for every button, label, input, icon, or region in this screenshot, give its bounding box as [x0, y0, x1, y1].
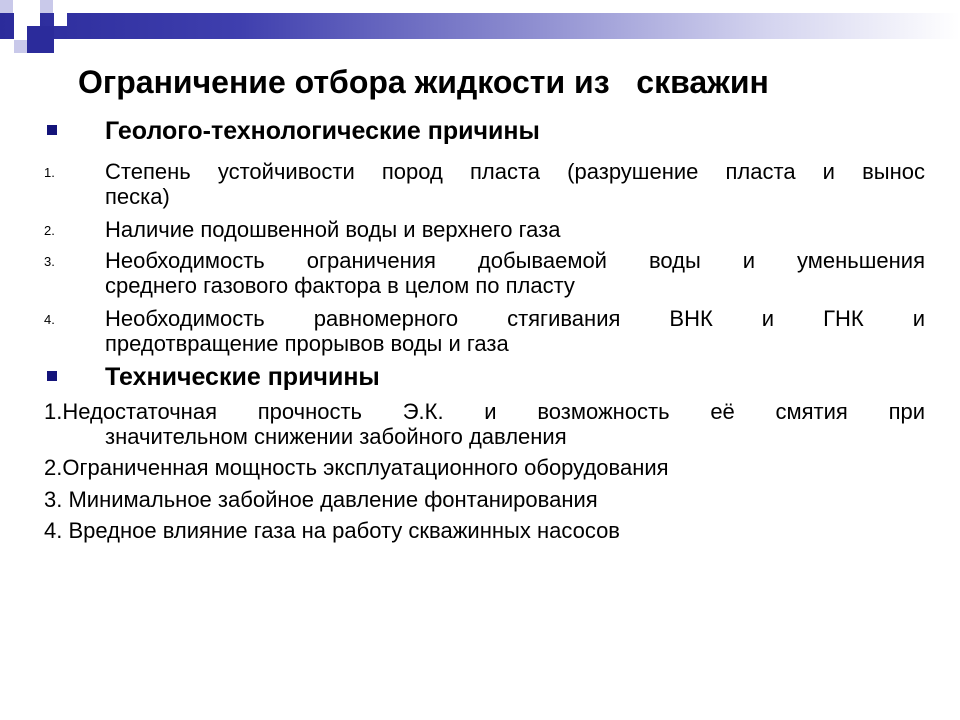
square-bullet-icon [47, 125, 57, 135]
list-item-text: Необходимость ограничения добываемой воды и уменьшения [105, 248, 925, 273]
tech-item-text: 1.Недостаточная прочность Э.К. и возможность её смятия при [44, 399, 925, 424]
tech-item-text-cont: значительном снижении забойного давления [105, 424, 567, 449]
section-heading-geological: Геолого-технологические причины [105, 117, 540, 145]
slide-title: Ограничение отбора жидкости из скважин [78, 64, 769, 100]
list-item-text: Степень устойчивости пород пласта (разрушение пласта и вынос [105, 159, 925, 184]
list-item-text: Необходимость равномерного стягивания ВНК и ГНК и [105, 306, 925, 331]
section-heading-technical: Технические причины [105, 363, 380, 391]
decor-square [14, 40, 27, 53]
tech-item-text: 3. Минимальное забойное давление фонтанирования [44, 487, 598, 512]
tech-item-text: 2.Ограниченная мощность эксплуатационного оборудования [44, 455, 669, 480]
square-bullet-icon [47, 371, 57, 381]
list-item-text: Наличие подошвенной воды и верхнего газа [105, 217, 561, 242]
list-number: 4. [44, 312, 55, 327]
decor-square [54, 13, 67, 26]
list-item-text-cont: песка) [105, 184, 170, 209]
decor-square [40, 0, 53, 13]
decor-square [0, 0, 13, 13]
list-number: 2. [44, 223, 55, 238]
header-gradient-band [0, 13, 960, 39]
list-item-text-cont: среднего газового фактора в целом по пласту [105, 273, 575, 298]
decor-square [27, 26, 54, 53]
list-item-text-cont: предотвращение прорывов воды и газа [105, 331, 509, 356]
tech-item-text: 4. Вредное влияние газа на работу скважинных насосов [44, 518, 620, 543]
list-number: 3. [44, 254, 55, 269]
list-number: 1. [44, 165, 55, 180]
